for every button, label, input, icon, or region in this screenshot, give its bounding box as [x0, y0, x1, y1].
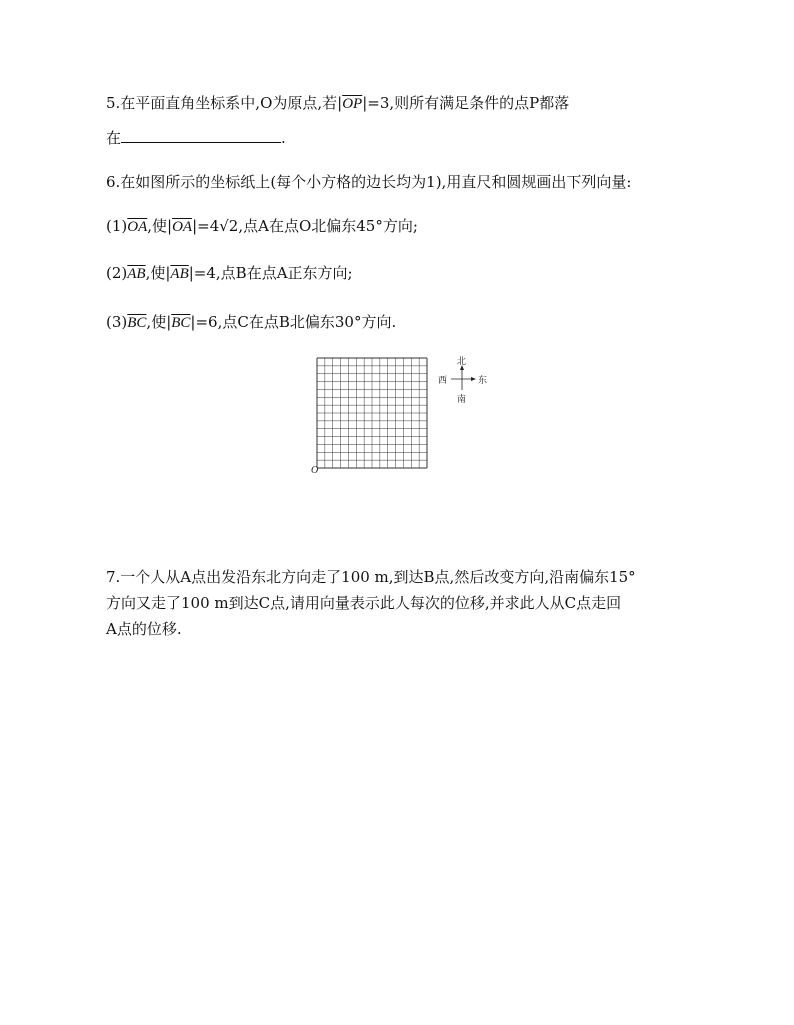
q5-line-1	[106, 93, 569, 114]
q5-vector-op: $\overline{OP}$	[342, 96, 363, 112]
q6-intro: 6.在如图所示的坐标纸上(每个小方格的边长均为1),用直尺和圆规画出下列向量:	[106, 173, 632, 191]
q6-item-label: (3)	[106, 313, 128, 331]
q7-line-2: 方向又走了100 m到达C点,请用向量表示此人每次的位移,并求此人从C点走回	[106, 594, 622, 612]
q6-vector-bc-abs: $\overline{BC}$	[171, 315, 191, 331]
q6-vector-ab: $\overline{AB}$	[127, 266, 146, 282]
coordinate-grid-figure	[308, 354, 498, 479]
q6-item-2	[106, 263, 353, 284]
compass-rose	[436, 356, 488, 408]
q6-item-mid: ,使|	[145, 264, 171, 282]
q5-line-2	[106, 128, 286, 148]
q7-line-1: 7.一个人从A点出发沿东北方向走了100 m,到达B点,然后改变方向,沿南偏东15°	[106, 568, 636, 586]
q5-line2-suffix: .	[281, 129, 286, 147]
origin-label: O	[311, 465, 319, 476]
q5-line2-prefix: 在	[106, 129, 122, 147]
q5-text-prefix: 5.在平面直角坐标系中,O为原点,若|	[106, 94, 343, 112]
q6-item-tail: |=4,点B在点A正东方向;	[188, 264, 353, 282]
compass-north: 北	[457, 357, 467, 367]
q6-item-3	[106, 312, 396, 333]
q6-item-label: (1)	[106, 217, 128, 235]
q6-vector-ab-abs: $\overline{AB}$	[170, 266, 189, 282]
compass-east: 东	[478, 376, 488, 386]
q7-line-3: A点的位移.	[106, 620, 182, 638]
q6-vector-oa-abs: $\overline{OA}$	[172, 219, 193, 235]
grid-paper	[315, 356, 435, 471]
q6-item-1	[106, 216, 418, 237]
q6-item-mid: ,使|	[147, 217, 173, 235]
q5-text-suffix: |=3,则所有满足条件的点P都落	[362, 94, 570, 112]
q5-answer-blank	[121, 128, 281, 143]
q6-item-tail: |=4√2,点A在点O北偏东45°方向;	[192, 217, 418, 235]
q6-item-mid: ,使|	[146, 313, 172, 331]
compass-south: 南	[457, 395, 467, 405]
q6-item-tail: |=6,点C在点B北偏东30°方向.	[190, 313, 397, 331]
q6-vector-oa: $\overline{OA}$	[127, 219, 148, 235]
q6-vector-bc: $\overline{BC}$	[127, 315, 147, 331]
q6-item-label: (2)	[106, 264, 128, 282]
compass-west: 西	[438, 376, 448, 386]
